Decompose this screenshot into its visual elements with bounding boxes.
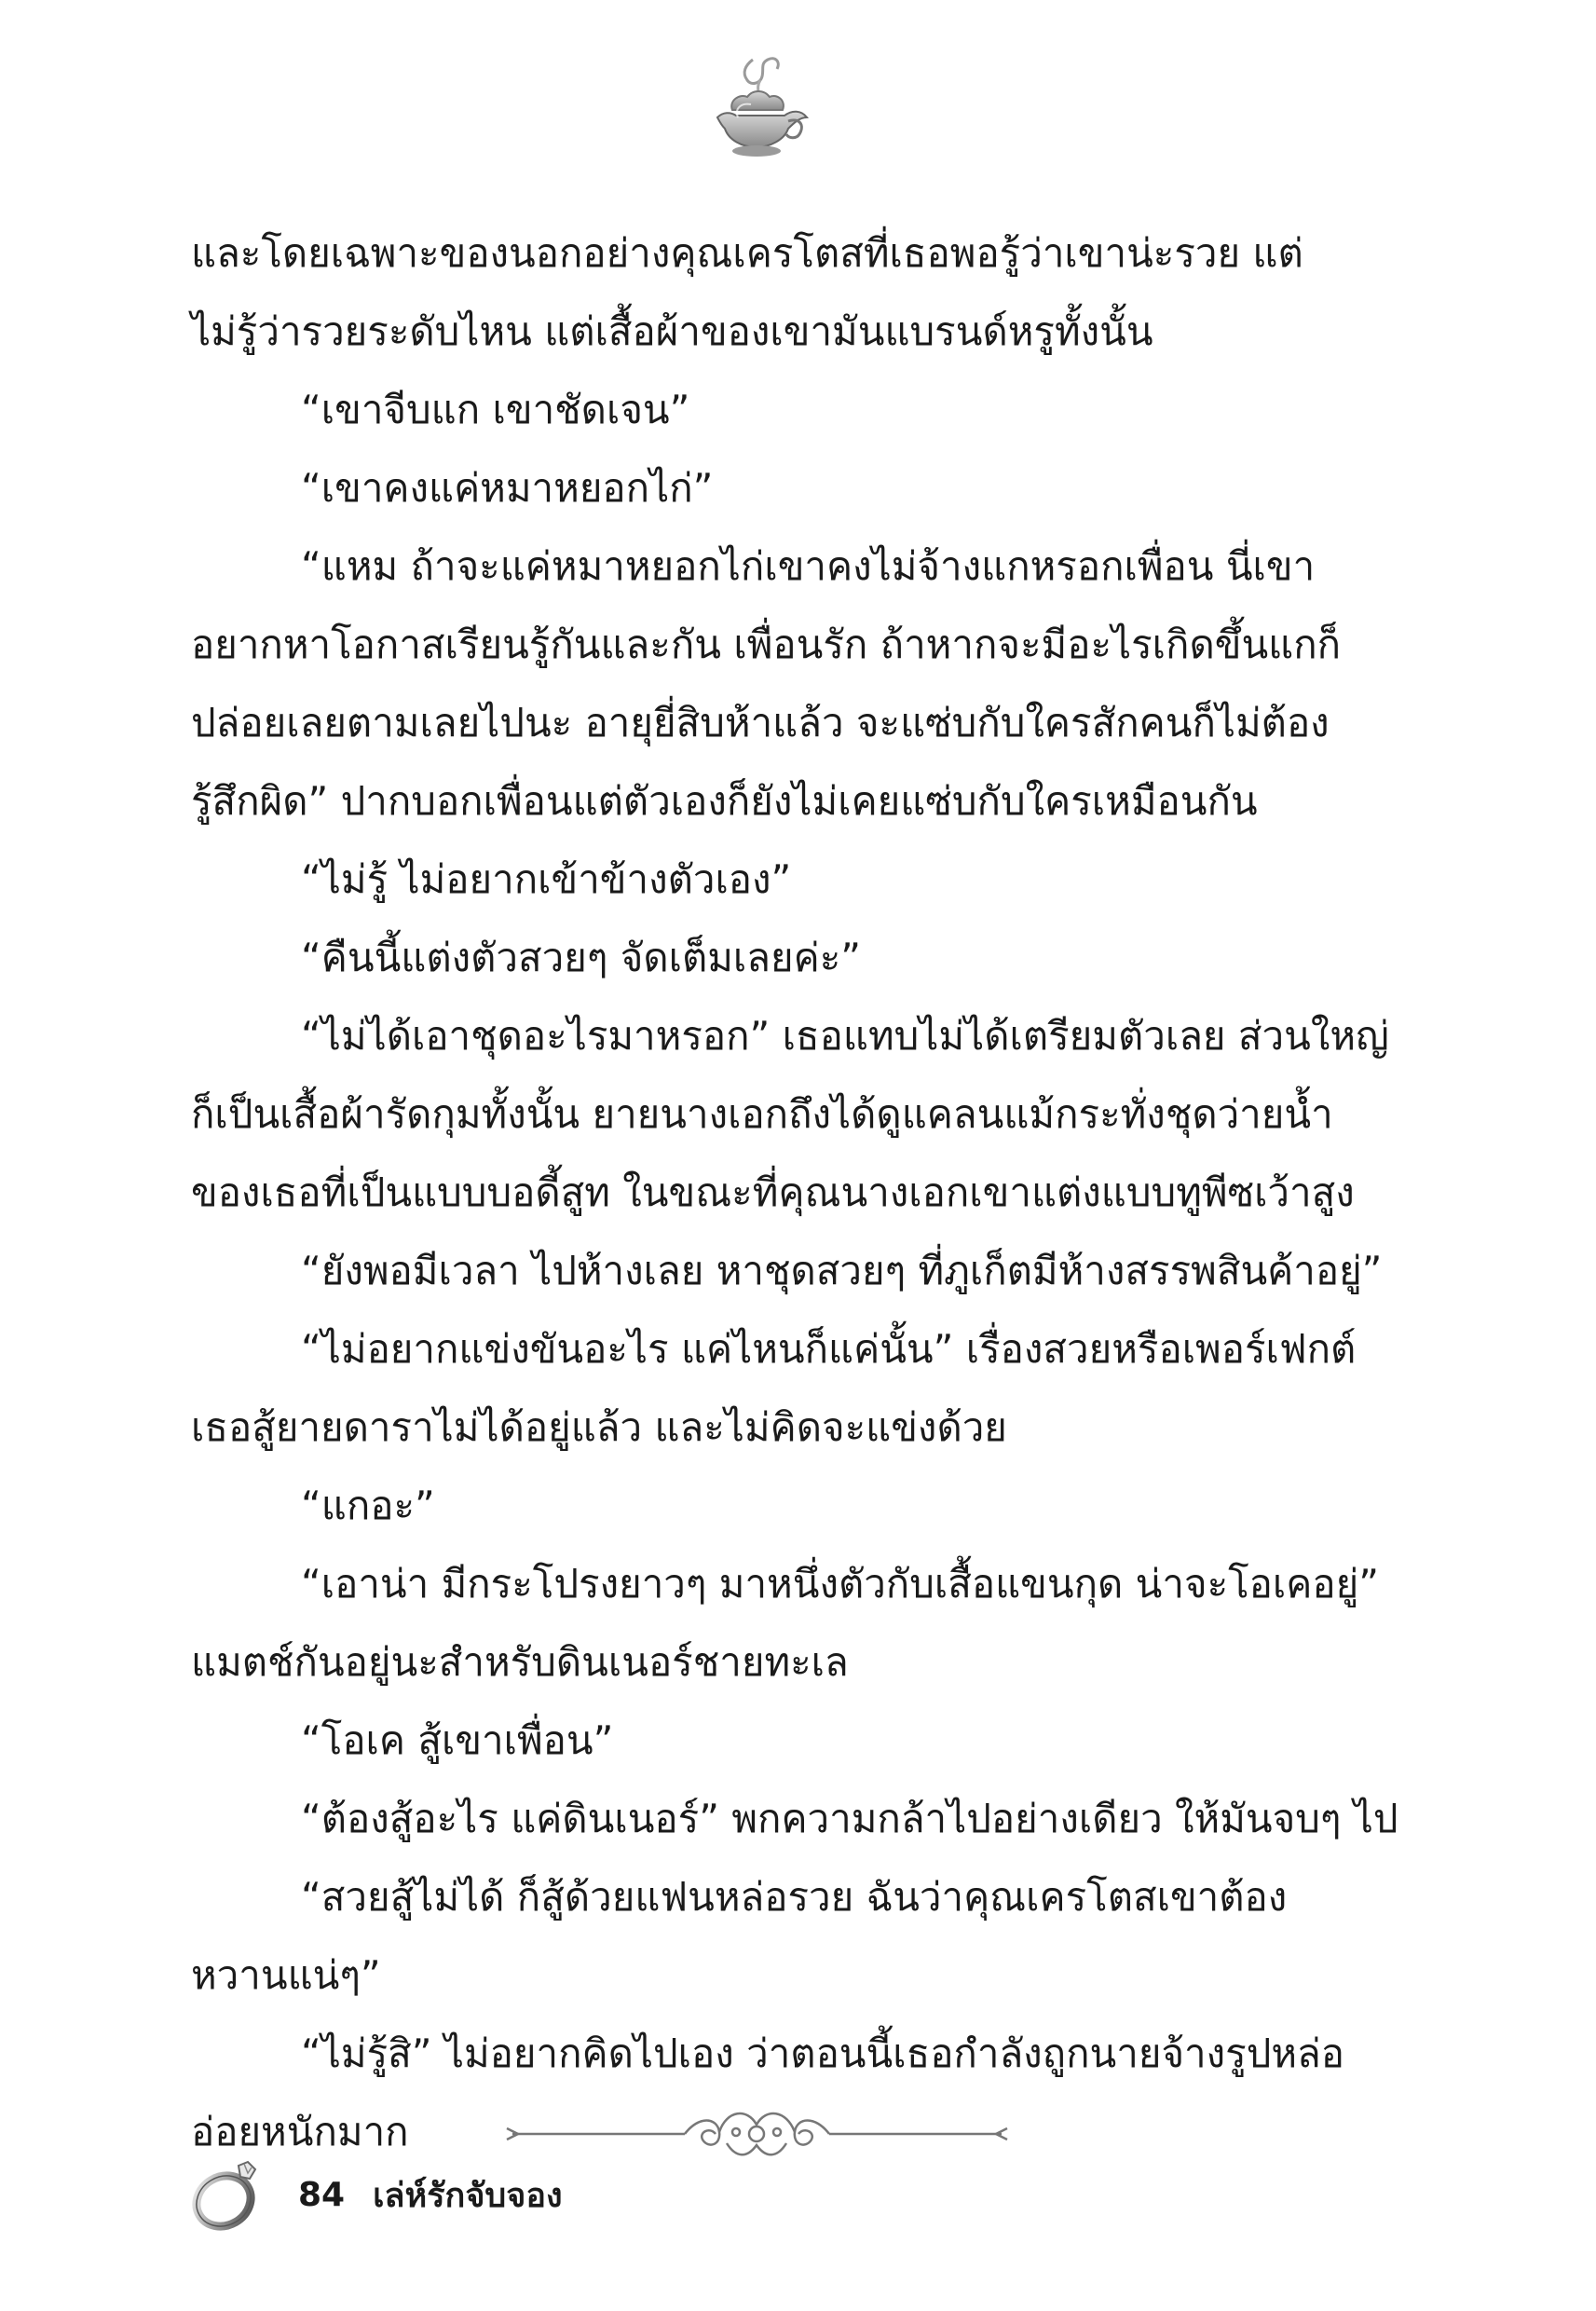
text-line: “ไม่อยากแข่งขันอะไร แค่ไหนก็แค่นั้น” เรื่องสวยหรือเพอร์เฟกต์: [301, 1326, 1357, 1372]
text-line: แมตช์กันอยู่นะสำหรับดินเนอร์ชายทะเล: [191, 1639, 849, 1685]
text-line: “คืนนี้แต่งตัวสวยๆ จัดเต็มเลยค่ะ”: [301, 935, 862, 980]
text-line: รู้สึกผิด” ปากบอกเพื่อนแต่ตัวเองก็ยังไม่เคยแซ่บกับใครเหมือนกัน: [191, 778, 1258, 824]
text-line: เธอสู้ยายดาราไม่ได้อยู่แล้ว และไม่คิดจะแข่งด้วย: [191, 1404, 1007, 1450]
flourish-divider-icon: [503, 2097, 1011, 2171]
text-line: และโดยเฉพาะของนอกอย่างคุณเครโตสที่เธอพอรู้ว่าเขาน่ะรวย แต่: [191, 230, 1303, 276]
page-footer: [186, 2143, 563, 2246]
text-line: “ต้องสู้อะไร แค่ดินเนอร์” พกความกล้าไปอย่างเดียว ให้มันจบๆ ไป: [301, 1796, 1398, 1841]
text-line: หวานแน่ๆ”: [191, 1952, 381, 1998]
text-line: “เอาน่า มีกระโปรงยาวๆ มาหนึ่งตัวกับเสื้อแขนกุด น่าจะโอเคอยู่”: [301, 1561, 1379, 1607]
text-line: “ไม่รู้ ไม่อยากเข้าข้างตัวเอง”: [301, 856, 792, 902]
text-line: “ยังพอมีเวลา ไปห้างเลย หาชุดสวยๆ ที่ภูเก็ตมีห้างสรรพสินค้าอยู่”: [301, 1248, 1383, 1293]
body-text: [191, 214, 1402, 2171]
text-line: อ่อยหนักมาก: [191, 2109, 409, 2154]
text-line: ไม่รู้ว่ารวยระดับไหน แต่เสื้อผ้าของเขามันแบรนด์หรูทั้งนั้น: [191, 308, 1153, 354]
text-line: ของเธอที่เป็นแบบบอดี้สูท ในขณะที่คุณนางเอกเขาแต่งแบบทูพีซเว้าสูง: [191, 1169, 1355, 1215]
text-line: “โอเค สู้เขาเพื่อน”: [301, 1717, 614, 1763]
genie-lamp-icon: [695, 52, 816, 164]
text-line: ปล่อยเลยตามเลยไปนะ อายุยี่สิบห้าแล้ว จะแซ่บกับใครสักคนก็ไม่ต้อง: [191, 700, 1330, 745]
text-line: “สวยสู้ไม่ได้ ก็สู้ด้วยแฟนหล่อรวย ฉันว่าคุณเครโตสเขาต้อง: [301, 1874, 1288, 1920]
ring-icon: [186, 2153, 270, 2236]
text-line: อยากหาโอกาสเรียนรู้กันและกัน เพื่อนรัก ถ้าหากจะมีอะไรเกิดขึ้นแกก็: [191, 622, 1342, 667]
book-title: เล่ห์รักจับจอง: [373, 2176, 563, 2215]
text-line: “ไม่ได้เอาชุดอะไรมาหรอก” เธอแทบไม่ได้เตรียมตัวเลย ส่วนใหญ่: [301, 1013, 1389, 1059]
page-number: 84: [298, 2175, 346, 2214]
text-line: “เขาคงแค่หมาหยอกไก่”: [301, 465, 714, 511]
text-line: “ไม่รู้สิ” ไม่อยากคิดไปเอง ว่าตอนนี้เธอกำลังถูกนายจ้างรูปหล่อ: [301, 2031, 1345, 2076]
text-line: “แหม ถ้าจะแค่หมาหยอกไก่เขาคงไม่จ้างแกหรอกเพื่อน นี่เขา: [301, 543, 1316, 589]
text-line: “แกอะ”: [301, 1483, 435, 1528]
text-line: “เขาจีบแก เขาชัดเจน”: [301, 387, 690, 432]
text-line: ก็เป็นเสื้อผ้ารัดกุมทั้งนั้น ยายนางเอกถึงได้ดูแคลนแม้กระทั่งชุดว่ายน้ำ: [191, 1091, 1333, 1137]
